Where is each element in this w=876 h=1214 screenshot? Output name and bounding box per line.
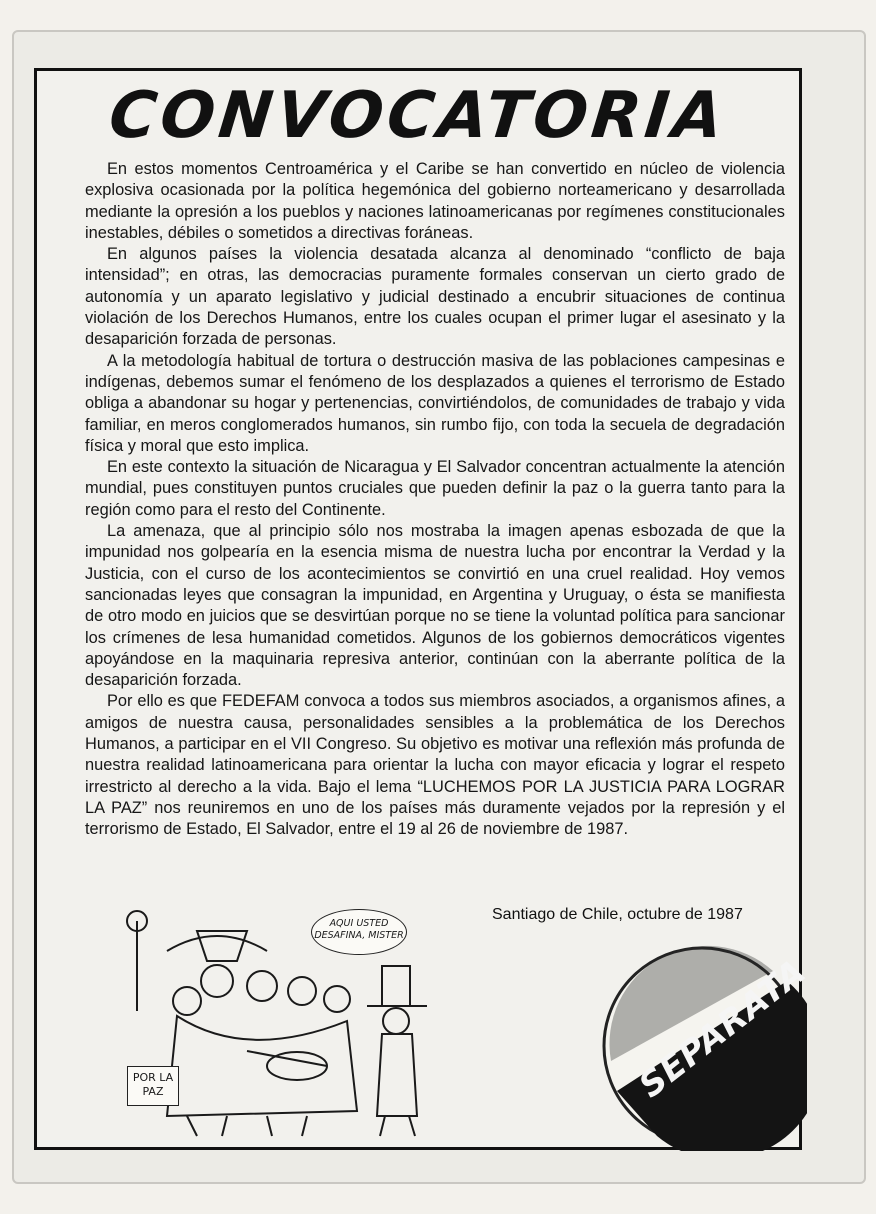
- paragraph-5: La amenaza, que al principio sólo nos mostraba la imagen apenas esbozada de que la impunidad nos golpearía en la esencia misma de nuestra lucha por encontrar la Verdad y la Justicia, con el curso de los acontecimientos se convirtió en una cruel realidad. Hoy vemos sancionadas leyes que consagran la impunidad, en Argentina y Uruguay, o ésta se manifiesta de otro modo en juicios que se desvirtúan porque no se tiene la voluntad política para sancionar los crímenes de lesa humanidad cometidos. Algunos de los gobiernos democráticos vigentes apoyándose en la maquinaria represiva anterior, continúan con la aberrante política de la desaparición forzada.: [85, 522, 785, 690]
- paragraph-6: Por ello es que FEDEFAM convoca a todos sus miembros asociados, a organismos afines, a amigos de nuestra causa, personalidades sensibles a la problemática de los Derechos Humanos, a participar en el VII Congreso. Su objetivo es motivar una reflexión más profunda de nuestra realidad latinoamericana para orientar la lucha con mayor eficacia y lograr el respeto irrestricto al derecho a la vida. Bajo el lema “LUCHEMOS POR LA JUSTICIA PARA LOGRAR LA PAZ” nos reuniremos en uno de los países más duramente vejados por la represión y el terrorismo de Estado, El Salvador, entre el 19 al 26 de noviembre de 1987.: [85, 692, 785, 839]
- page-title: CONVOCATORIA: [105, 79, 731, 153]
- cartoon-illustration: [97, 891, 467, 1141]
- protest-sign: POR LA PAZ: [127, 1066, 179, 1106]
- seal-label: SEPARATA: [631, 951, 814, 1107]
- paragraph-2: En algunos países la violencia desatada alcanza al denominado “conflicto de baja intensidad”; en otras, las democracias puramente formales conservan un cierto grado de autonomía y un aparato legislativo y judicial destinado a encubrir situaciones de continua violación de los Derechos Humanos, entre los cuales ocupan el primer lugar el asesinato y la desaparición forzada de personas.: [85, 245, 785, 349]
- notice-frame: [34, 68, 814, 1150]
- paragraph-1: En estos momentos Centroamérica y el Caribe se han convertido en núcleo de violencia explosiva ocasionada por la política hegemónica del gobierno norteamericano y desarrollada mediante la opresión a los pueblos y naciones latinoamericanas por regímenes constitucionales inestables, débiles o sometidos a directivas foráneas.: [85, 160, 785, 242]
- paragraph-4: En este contexto la situación de Nicaragua y El Salvador concentran actualmente la atención mundial, pues constituyen puntos cruciales que pueden definir la paz o la guerra tanto para la región como para el resto del Continente.: [85, 458, 785, 519]
- speech-bubble: AQUI USTED DESAFINA, MISTER: [311, 909, 407, 955]
- body-text: [85, 159, 785, 841]
- separata-seal: [597, 941, 814, 1151]
- paragraph-3: A la metodología habitual de tortura o destrucción masiva de las poblaciones campesinas e indígenas, debemos sumar el fenómeno de los desplazados a quienes el terrorismo de Estado obliga a abandonar su hogar y pertenencias, convirtiéndolos, de comunidades de trabajo y vida familiar, en meros conglomerados humanos, sin rumbo fijo, con toda la secuela de degradación física y moral que esto implica.: [85, 351, 785, 455]
- place-date: Santiago de Chile, octubre de 1987: [492, 906, 743, 923]
